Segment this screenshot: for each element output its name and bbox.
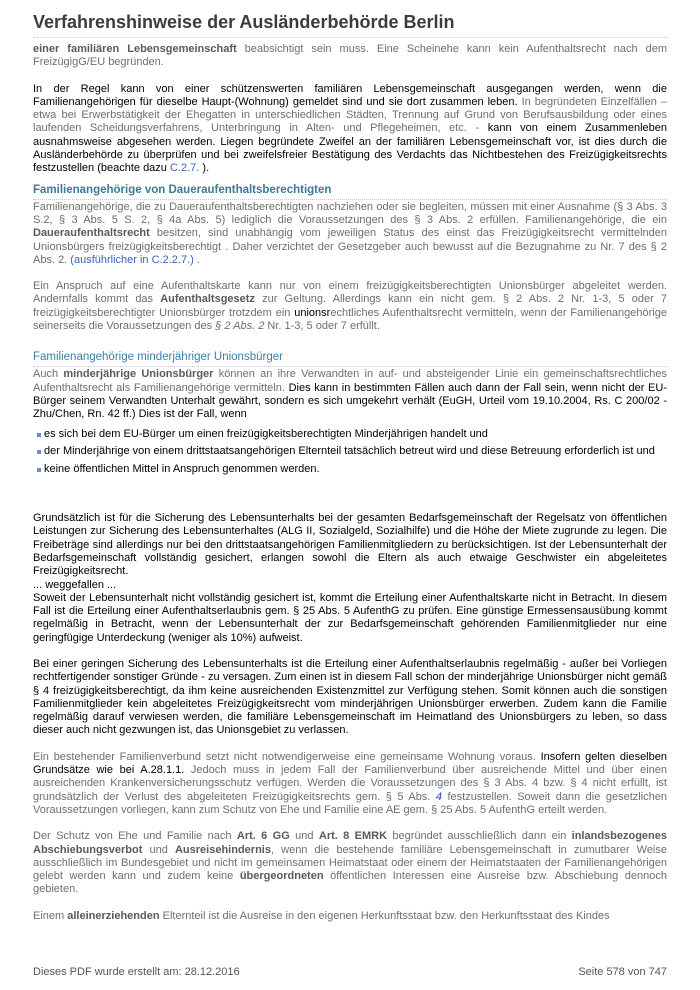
bold-text: Art. 8 EMRK: [318, 830, 388, 843]
list-item: [33, 426, 667, 444]
text: Ein bestehender Familienverbund setzt nicht notwendigerweise eine gemeinsame Wohnung voraus.: [33, 750, 541, 763]
list-item-text: es sich bei dem EU-Bürger um einen freizügigkeitsberechtigten Minderjährigen handelt und: [44, 427, 488, 440]
italic-text: § 2 Abs. 2: [215, 320, 265, 333]
text: Dies kann in bestimmten Fällen auch dann der Fall sein, wenn nicht der EU-Bürger seinem Verwandten Unterhalt gewährt, sondern es sich umgekehrt verhält (EuGH, Urteil vom 19.10.2004, Rs. C 200/02 - Zhu/Chen, Rn. 42 ff.) Dies ist der Fall, wenn: [33, 381, 668, 421]
section-heading-dauer: Familienangehörige von Daueraufenthaltsberechtigten: [33, 183, 667, 200]
list-item-text: keine öffentlichen Mittel in Anspruch genommen werden.: [44, 462, 320, 475]
bold-text: Art. 6 GG: [236, 830, 290, 843]
condition-list: [33, 426, 667, 479]
text: Elternteil ist die Ausreise in den eigenen Herkunftsstaat bzw. den Herkunftsstaat des Kindes: [159, 909, 610, 922]
text: Nr. 1-3, 5 oder 7 erfüllt.: [264, 320, 380, 333]
paragraph-lebensgemeinschaft: [33, 83, 667, 176]
bold-text: Daueraufenthaltsrecht: [33, 227, 150, 240]
text: Ein Anspruch auf eine Aufenthaltskarte kann nur von einem freizügigkeitsberechtigten Unionsbürger abgeleitet werden. Andernfalls kommt das: [33, 280, 667, 306]
bold-text: einer familiären Lebensgemeinschaft: [33, 43, 237, 55]
paragraph-familienverbund: [33, 751, 667, 817]
text: unionsr: [294, 306, 331, 319]
text: beabsichtigt sein muss. Eine Scheinehe kann kein Aufenthaltsrecht nach dem FreizügigG/EU begründen.: [33, 43, 667, 69]
bold-text: alleinerziehenden: [67, 909, 160, 922]
paragraph-aufenthaltskarte: Soweit der Lebensunterhalt nicht vollständig gesichert ist, kommt die Erteilung einer Aufenthaltskarte nicht in Betracht. In diesem Fall ist die Erteilung einer Aufenthaltserlaubnis gem. § 25 Abs. 5 AufenthG zu prüfen. Eine günstige Ermessensausübung kommt regelmäßig in Betracht, wenn der Lebensunterhalt der zur Bedarfsgemeinschaft gehörenden Familienmitglieder nur eine geringfügige Unterdeckung (weniger als 10%) aufweist.: [33, 591, 667, 644]
text: echtliches Aufenthaltsrecht vermitteln, wenn der Familienangehörige seinerseits die Voraussetzungen des: [33, 306, 667, 333]
paragraph-dauer-2: [33, 280, 667, 333]
text: , wenn die bestehende familiäre Lebensgemeinschaft in zumutbarer Weise ausschließlich im Bundesgebiet und nicht im gemeinsamen Heimatstaat oder einem der Heimatstaaten der Familienangehörigen gelebt werden kann und zudem keine: [33, 843, 667, 883]
document-page: [33, 10, 667, 923]
link-c27[interactable]: C.2.7.: [169, 162, 200, 175]
text: zur Geltung. Allerdings kann ein nicht gem. § 2 Abs. 2 Nr. 1-3, 5 oder 7 freizügigkeitsberechtigter Unionsbürger trotzdem ein: [33, 293, 668, 319]
bold-text: übergeordneten: [239, 870, 324, 883]
bullet-icon: [37, 468, 41, 472]
paragraph-alleinerziehend: [33, 910, 667, 923]
text: Jedoch muss in jedem Fall der Familienverbund über ausreichende Mittel und über einen ausreichenden Krankenversicherungsschutz verfügen. Werden die Voraussetzungen des § 3 Abs. 4 bzw. § 4 nicht erfüllt, ist grundsätzlich der Verlust des abgeleiteten Freizügigkeitsrechts gem. § 5 Abs.: [33, 764, 667, 803]
text: festzustellen. Soweit dann die gesetzlichen Voraussetzungen vorliegen, kann zum Schutz von Ehe und Familie eine AE gem. § 25 Abs. 5 AufenthG erteilt werden.: [33, 790, 667, 816]
text: Insofern gelten dieselben Grundsätze wie bei A.28.1.1.: [33, 750, 667, 777]
text: besitzen, sind unabhängig vom jeweiligen Status des einst das Freizügigkeitsrecht vermittelnden Unionsbürgers freizügigkeitsberechtigt . Daher verzichtet der Gesetzgeber auch bewusst auf die Bezugnahme zu Nr. 7 des § 2 Abs. 2.: [33, 227, 667, 266]
document-body: [33, 43, 667, 923]
text: können an ihre Verwandten in auf- und absteigender Linie ein gemeinschaftsrechtliches Aufenthaltsrecht als Familienangehörige vermitteln.: [33, 368, 667, 394]
text: Einem: [33, 909, 68, 922]
list-item: [33, 443, 667, 461]
bullet-icon: [37, 450, 41, 454]
text: und: [289, 830, 319, 843]
list-item-text: der Minderjährige von einem drittstaatsangehörigen Elternteil tatsächlich betreut wird und diese Betreuung erforderlich ist und: [44, 445, 655, 458]
text: und: [142, 843, 175, 856]
text: ).: [199, 162, 210, 175]
bold-text: Aufenthaltsgesetz: [160, 293, 255, 306]
page-footer: [33, 966, 667, 979]
paragraph-geringe-sicherung: Bei einer geringen Sicherung des Lebensunterhalts ist die Erteilung einer Aufenthaltserlaubnis regelmäßig - außer bei Vorliegen rechtfertigender sonstiger Gründe - zu versagen. Zum einen ist in diesem Fall schon der minderjährige Unionsbürger nicht gemäß § 4 freizügigkeitsberechtigt, da ihm keine ausreichenden Existenzmittel zur Verfügung stehen. Somit können auch die sonstigen Familienmitglieder kein abgeleitetes Freizügigkeitsrecht vom minderjährigen Unionsbürger erwerben. Zudem kann die Familie regelmäßig darauf verwiesen werden, die familiäre Lebensgemeinschaft im Heimatland des Unionsbürgers zu leben, so dass dieser auch nicht gezwungen ist, das Unionsgebiet zu verlassen.: [33, 658, 667, 737]
paragraph-dauer-1: [33, 201, 667, 267]
text: Auch: [33, 368, 64, 381]
link-c2227[interactable]: (ausführlicher in C.2.2.7.): [70, 253, 194, 266]
italic-number: 4: [435, 790, 442, 803]
text: In begründeten Einzelfällen – etwa bei Erwerbstätigkeit der Ehegatten in unterschiedlichen Städten, Trennung auf Grund von Berufsausbildung oder eines laufenden Scheidungsverfahrens, Unterbringung in Alten- und Pflegeheimen, etc. -: [33, 95, 667, 135]
list-item: [33, 461, 667, 479]
paragraph-intro: [33, 43, 667, 70]
footer-created-date: Dieses PDF wurde erstellt am: 28.12.2016: [33, 966, 240, 978]
section-heading-minderjaehrig: Familienangehörige minderjähriger Unionsbürger: [33, 350, 667, 367]
paragraph-schutz-ehe: [33, 830, 667, 896]
bold-text: inlandsbezogenes Abschiebungsverbot: [33, 830, 668, 856]
paragraph-minderjaehrig: [33, 368, 667, 421]
paragraph-lebensunterhalt: Grundsätzlich ist für die Sicherung des Lebensunterhalts bei der gesamten Bedarfsgemeinschaft der Regelsatz von öffentlichen Leistungen zur Sicherung des Lebensunterhaltes (ALG II, Sozialgeld, Sozialhilfe) und die Höhe der Miete zugrunde zu legen. Die Freibeträge sind allerdings nur bei den drittstaatsangehörigen Familienmitgliedern zu berücksichtigen. Ist der Lebensunterhalt der Bedarfsgemeinschaft vollständig gesichert, erlangen sowohl die Eltern als auch etwaige Geschwister ein abgeleitetes Freizügigkeitsrecht.: [33, 512, 667, 578]
text: Der Schutz von Ehe und Familie nach: [33, 830, 237, 843]
bold-text: minderjährige Unionsbürger: [63, 368, 214, 381]
text: In der Regel kann von einer schützenswerten familiären Lebensgemeinschaft ausgegangen werden, wenn die Familienangehörigen für dieselbe Haupt-(Wohnung) gemeldet sind und sie dort zusammen leben.: [33, 82, 667, 108]
page-title: Verfahrenshinweise der Ausländerbehörde Berlin: [33, 10, 667, 38]
text: öffentlichen Interessen eine Ausreise bzw. Abschiebung dennoch gebieten.: [33, 870, 667, 896]
text: begründet ausschließlich dann ein: [387, 830, 572, 843]
bullet-icon: [37, 433, 41, 437]
text: Familienangehörige, die zu Daueraufenthaltsberechtigten nachziehen oder sie begleiten, müssen mit einer Ausnahme (§ 3 Abs. 3 S.2, § 3 Abs. 5 S. 2, § 4a Abs. 5) lediglich die Voraussetzungen des § 3 Abs. 2 erfüllen. Familienangehörige, die ein: [33, 200, 667, 226]
text: kann von einem Zusammenleben ausnahmsweise abgesehen werden. Liegen begründete Zweifel an der familiären Lebensgemeinschaft vor, ist dies durch die Ausländerbehörde zu überprüfen und bei zweifelsfreier Bestätigung des Verdachts das Nichtbestehen des Freizügigkeitsrechts festzustellen (beachte dazu: [33, 122, 667, 175]
footer-page-number: Seite 578 von 747: [578, 966, 667, 978]
omitted-marker: ... weggefallen ...: [33, 578, 117, 591]
text: .: [193, 253, 200, 266]
bold-text: Ausreisehindernis: [174, 843, 271, 856]
